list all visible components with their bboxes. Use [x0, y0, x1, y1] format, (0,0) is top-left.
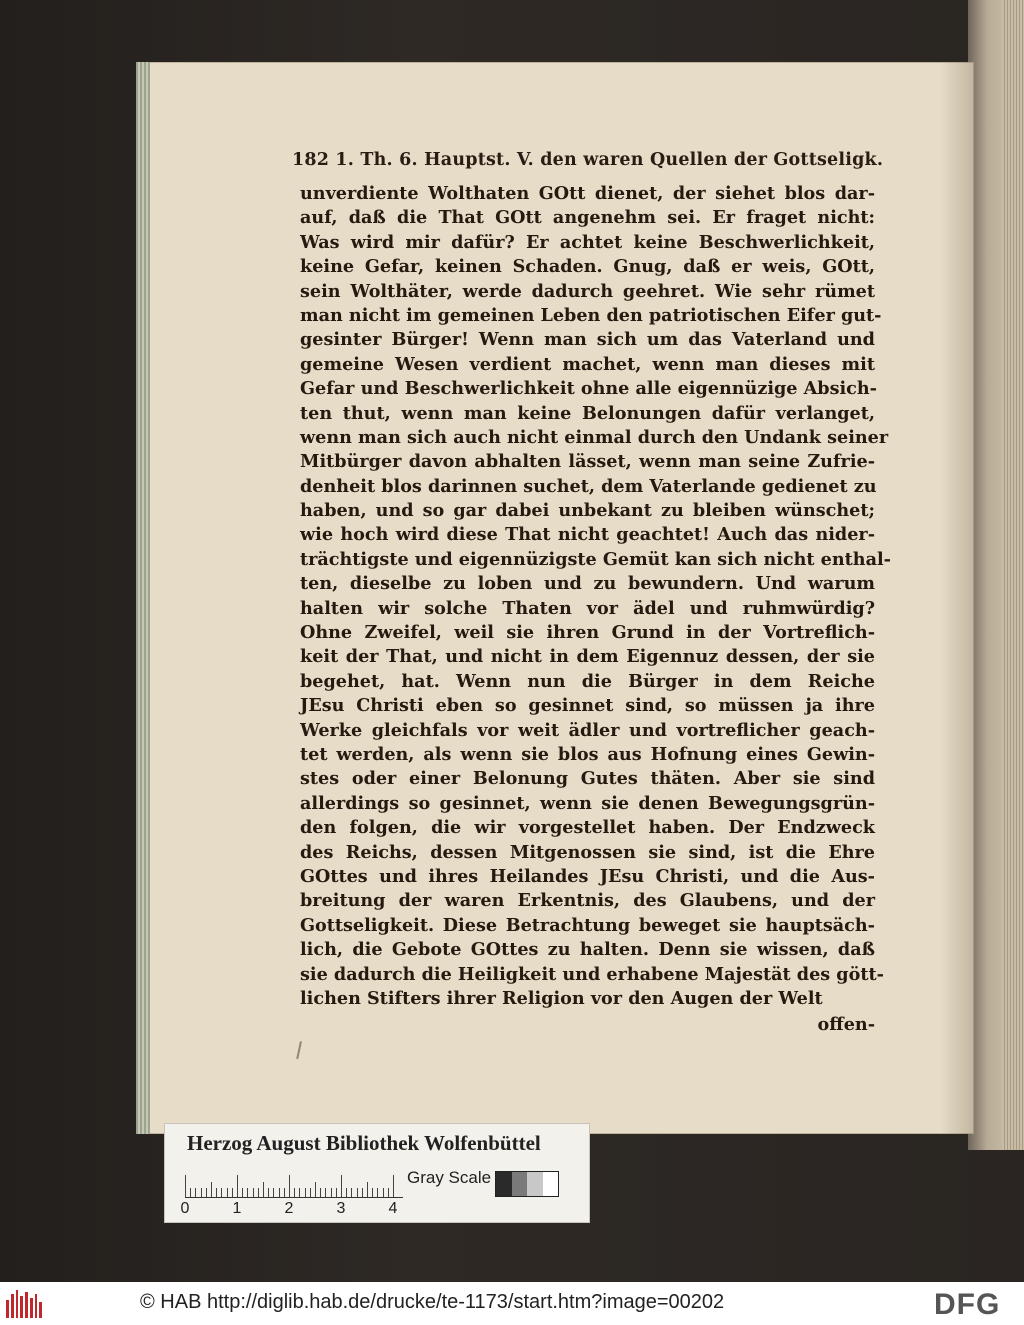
- text-line: Was wird mir dafür? Er achtet keine Beschwerlichkeit,: [300, 231, 875, 253]
- ruler-number: 0: [180, 1200, 190, 1217]
- text-line: des Reichs, dessen Mitgenossen sie sind, ist die Ehre: [300, 841, 875, 863]
- ruler-tick: [216, 1188, 217, 1197]
- ruler-tick: [190, 1188, 191, 1197]
- ruler-tick: [320, 1188, 321, 1197]
- text-line: allerdings so gesinnet, wenn sie denen Bewegungsgrün-: [300, 792, 875, 814]
- grayscale-label: Gray Scale: [407, 1168, 492, 1187]
- ruler-tick: [357, 1188, 358, 1197]
- text-line: haben, und so gar dabei unbekant zu bleiben wünschet;: [300, 500, 875, 522]
- grayscale-swatch: [527, 1172, 543, 1196]
- grayscale-swatch: [543, 1172, 559, 1196]
- text-line: tet werden, als wenn sie blos aus Hofnung eines Gewin-: [300, 743, 875, 765]
- text-line: keit der That, und nicht in dem Eigennuz dessen, der sie: [300, 646, 875, 668]
- ruler-number: 4: [388, 1200, 398, 1217]
- ruler-tick: [393, 1175, 394, 1197]
- logo-bar: [35, 1294, 38, 1318]
- text-line: Mitbürger davon abhalten lässet, wenn man seine Zufrie-: [300, 451, 875, 473]
- logo-bar: [39, 1302, 42, 1318]
- ruler-tick: [294, 1188, 295, 1197]
- ruler-tick: [299, 1188, 300, 1197]
- ruler-number: 1: [232, 1200, 242, 1217]
- logo-bar: [16, 1290, 19, 1318]
- text-line: begehet, hat. Wenn nun die Bürger in dem Reiche: [300, 670, 875, 692]
- ruler-tick: [232, 1188, 233, 1197]
- ruler-tick: [268, 1188, 269, 1197]
- page-gutter-shade: [940, 62, 974, 1134]
- facing-page-edge: [1002, 0, 1024, 1150]
- hab-logo-icon: [6, 1290, 42, 1318]
- text-line: keine Gefar, keinen Schaden. Gnug, daß er weis, GOtt,: [300, 256, 875, 278]
- logo-bar: [6, 1300, 9, 1318]
- text-line: unverdiente Wolthaten GOtt dienet, der siehet blos dar-: [300, 183, 875, 204]
- ruler-tick: [388, 1188, 389, 1197]
- ruler-tick: [341, 1175, 342, 1197]
- library-label: [164, 1123, 590, 1223]
- text-line: halten wir solche Thaten vor ädel und ruhmwürdig?: [300, 597, 875, 619]
- ruler-tick: [206, 1188, 207, 1197]
- ruler-tick: [279, 1188, 280, 1197]
- ruler-tick: [289, 1175, 290, 1197]
- text-line: GOttes und ihres Heilandes JEsu Christi, und die Aus-: [300, 865, 875, 887]
- ruler-tick: [325, 1188, 326, 1197]
- ruler-tick: [315, 1182, 316, 1197]
- footer-bar: [0, 1282, 1024, 1325]
- ruler-number: 2: [284, 1200, 294, 1217]
- ruler-tick: [227, 1188, 228, 1197]
- text-line: sein Wolthäter, werde dadurch geehret. Wie sehr rümet: [300, 280, 875, 302]
- ruler-number: 3: [336, 1200, 346, 1217]
- text-line: gemeine Wesen verdient machet, wenn man dieses mit: [300, 353, 875, 375]
- footer-copyright-link[interactable]: © HAB http://diglib.hab.de/drucke/te-1173/start.htm?image=00202: [140, 1291, 725, 1313]
- ruler-tick: [372, 1188, 373, 1197]
- text-line: gesinter Bürger! Wenn man sich um das Vaterland und: [300, 329, 875, 351]
- catchword: offen-: [817, 1014, 875, 1035]
- ruler-tick: [185, 1175, 186, 1197]
- scale-ruler: [185, 1169, 403, 1198]
- ruler-tick: [258, 1188, 259, 1197]
- text-line: Ohne Zweifel, weil sie ihren Grund in der Vortreflich-: [300, 622, 875, 644]
- text-line: stes oder einer Belonung Gutes thäten. Aber sie sind: [300, 768, 875, 790]
- ruler-tick: [377, 1188, 378, 1197]
- text-line: breitung der waren Erkentnis, des Glaubens, und der: [300, 890, 875, 912]
- logo-bar: [11, 1294, 14, 1318]
- text-line: lichen Stifters ihrer Religion vor den Augen der Welt: [300, 987, 823, 1009]
- ruler-tick: [273, 1188, 274, 1197]
- page-edge: [136, 62, 150, 1134]
- ruler-tick: [305, 1188, 306, 1197]
- text-line: Werke gleichfals vor weit ädler und vortreflicher geach-: [300, 719, 875, 741]
- ruler-tick: [237, 1175, 238, 1197]
- text-line: wie hoch wird diese That nicht geachtet! Auch das nider-: [300, 524, 875, 546]
- ruler-tick: [247, 1188, 248, 1197]
- logo-bar: [25, 1292, 28, 1318]
- ruler-tick: [201, 1188, 202, 1197]
- text-line: lich, die Gebote GOttes zu halten. Denn sie wissen, daß: [300, 939, 875, 961]
- text-line: den folgen, die wir vorgestellet haben. Der Endzweck: [300, 817, 875, 839]
- ruler-tick: [211, 1182, 212, 1197]
- ruler-tick: [242, 1188, 243, 1197]
- grayscale-swatch: [496, 1172, 512, 1196]
- ruler-tick: [336, 1188, 337, 1197]
- ruler-tick: [195, 1188, 196, 1197]
- body-text: [300, 182, 891, 1011]
- text-line: auf, daß die That GOtt angenehm sei. Er fraget nicht:: [300, 207, 875, 229]
- ruler-tick: [362, 1188, 363, 1197]
- ruler-tick: [263, 1182, 264, 1197]
- library-name: Herzog August Bibliothek Wolfenbüttel: [187, 1131, 541, 1155]
- ruler-tick: [331, 1188, 332, 1197]
- ruler-tick: [346, 1188, 347, 1197]
- text-line: man nicht im gemeinen Leben den patriotischen Eifer gut-: [300, 304, 882, 326]
- text-line: wenn man sich auch nicht einmal durch den Undank seiner: [300, 426, 889, 448]
- ruler-tick: [367, 1182, 368, 1197]
- dfg-logo: DFG: [934, 1288, 1001, 1321]
- running-header: 182 1. Th. 6. Hauptst. V. den waren Quellen der Gottseligk.: [292, 150, 884, 170]
- ruler-tick: [383, 1188, 384, 1197]
- ruler-tick: [221, 1188, 222, 1197]
- grayscale-swatch: [512, 1172, 528, 1196]
- text-line: Gottseligkeit. Diese Betrachtung beweget sie hauptsäch-: [300, 914, 875, 936]
- text-line: ten, dieselbe zu loben und zu bewundern. Und warum: [300, 573, 875, 595]
- text-line: JEsu Christi eben so gesinnet sind, so müssen ja ihre: [300, 695, 875, 717]
- grayscale-bar: [495, 1171, 559, 1197]
- text-line: ten thut, wenn man keine Belonungen dafür verlanget,: [300, 402, 875, 424]
- text-line: sie dadurch die Heiligkeit und erhabene Majestät des gött-: [300, 963, 884, 985]
- logo-bar: [20, 1296, 23, 1318]
- ruler-tick: [253, 1188, 254, 1197]
- text-line: trächtigste und eigennüzigste Gemüt kan sich nicht enthal-: [300, 548, 891, 570]
- logo-bar: [30, 1298, 33, 1318]
- ruler-tick: [310, 1188, 311, 1197]
- text-line: Gefar und Beschwerlichkeit ohne alle eigennüzige Absich-: [300, 378, 877, 400]
- ruler-tick: [351, 1188, 352, 1197]
- text-line: denheit blos darinnen suchet, dem Vaterlande gedienet zu: [300, 475, 877, 497]
- ruler-tick: [284, 1188, 285, 1197]
